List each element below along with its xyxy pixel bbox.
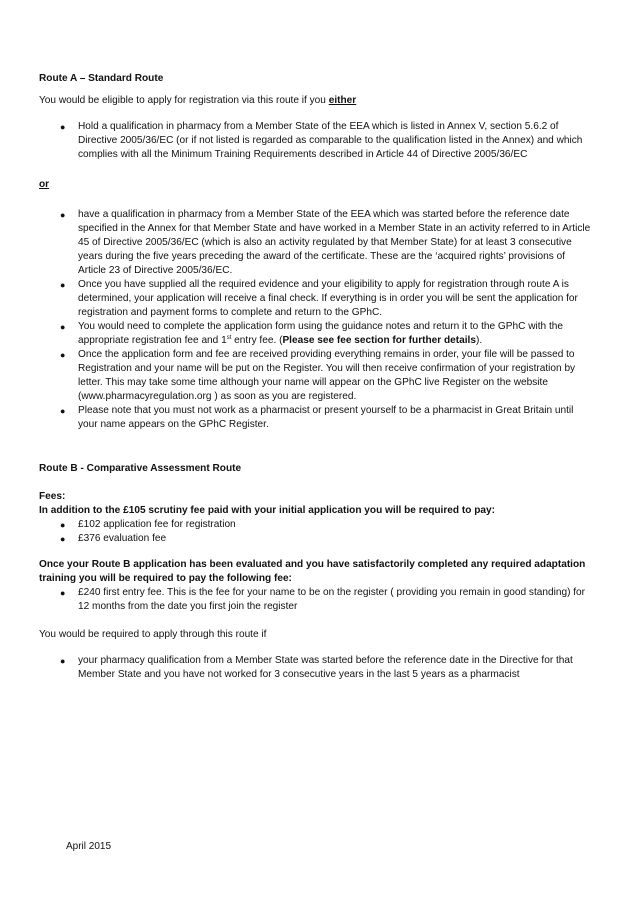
entry-fee-list bbox=[39, 586, 591, 614]
list-item bbox=[39, 348, 591, 404]
route-a-bullet-4 bbox=[78, 321, 563, 346]
route-a-intro bbox=[39, 94, 591, 108]
fees-list bbox=[39, 518, 591, 546]
document-body bbox=[39, 72, 591, 682]
fees-label: Fees: bbox=[39, 491, 66, 502]
ordinal-superscript: st bbox=[226, 335, 232, 341]
route-a-bullet-1: Hold a qualification in pharmacy from a Member State of the EEA which is listed in Annex V, section 5.6.2 of Directive 2005/36/EC (or if not listed is regarded as comparable to the qualification listed in the Annex) and which complies with all the Minimum Training Requirements described in Article 44 of Directive 2005/36/EC bbox=[78, 121, 583, 160]
route-a-intro-text: You would be eligible to apply for registration via this route if you bbox=[39, 95, 329, 106]
bullet-4-end: ). bbox=[475, 335, 483, 346]
list-item bbox=[39, 404, 591, 432]
bullet-icon: ● bbox=[60, 280, 66, 290]
list-item bbox=[39, 518, 591, 532]
route-b-heading: Route B - Comparative Assessment Route bbox=[39, 463, 242, 474]
route-a-intro-emphasis: either bbox=[328, 95, 357, 106]
fee-first-entry: £240 first entry fee. This is the fee for your name to be on the register ( providing you remain in good standing) for 12 months from the date you first join the register bbox=[78, 587, 586, 612]
list-item bbox=[39, 208, 591, 278]
bullet-icon: ● bbox=[60, 350, 66, 360]
list-item bbox=[39, 278, 591, 320]
bullet-icon: ● bbox=[60, 122, 66, 132]
list-item bbox=[39, 654, 591, 682]
bullet-icon: ● bbox=[60, 406, 66, 416]
route-a-bullet-2: have a qualification in pharmacy from a Member State of the EEA which was started before the reference date specified in the Annex for that Member State and have worked in a Member State in an activity referred to in Article 45 of Directive 2005/36/EC (which is also an activity regulated by that Member State) for at least 3 consecutive years during the five years preceding the award of the certificate. These are the ‘acquired rights’ provisions of Article 23 of Directive 2005/36/EC. bbox=[78, 209, 591, 276]
bullet-4-text: You would need to complete the application form using the guidance notes and return it to the GPhC with the appropriate registration fee and 1 bbox=[78, 321, 563, 346]
footer-date: April 2015 bbox=[66, 841, 112, 852]
fee-evaluation: £376 evaluation fee bbox=[78, 533, 167, 544]
bullet-icon: ● bbox=[60, 588, 66, 598]
bullet-icon: ● bbox=[60, 322, 66, 332]
bullet-icon: ● bbox=[60, 656, 66, 666]
list-item bbox=[39, 586, 591, 614]
route-a-list-1 bbox=[39, 120, 591, 162]
bullet-4-text-2: entry fee. ( bbox=[231, 335, 283, 346]
bullet-icon: ● bbox=[60, 534, 66, 544]
fee-application: £102 application fee for registration bbox=[78, 519, 236, 530]
route-a-bullet-5: Once the application form and fee are received providing everything remains in order, your file will be passed to Registration and your name will be put on the Register. You will then receive confirmation of your registration by letter. This may take some time although your name will appear on the GPhC live Register on the website (www.pharmacyregulation.org ) as soon as you are registered. bbox=[78, 349, 576, 402]
evaluated-note: Once your Route B application has been evaluated and you have satisfactorily completed any required adaptation training you will be required to pay the following fee: bbox=[39, 559, 586, 584]
route-b-condition-1: your pharmacy qualification from a Member State was started before the reference date in the Directive for that Member State and you have not worked for 3 consecutive years in the last 5 years as a pharmacist bbox=[78, 655, 573, 680]
list-item bbox=[39, 532, 591, 546]
bullet-icon: ● bbox=[60, 210, 66, 220]
route-a-bullet-3: Once you have supplied all the required evidence and your eligibility to apply for registration through route A is determined, your application will receive a final check. If everything is in order you will be sent the application for registration and payment forms to complete and return to the GPhC. bbox=[78, 279, 578, 318]
or-label: or bbox=[39, 179, 50, 190]
route-a-list-2 bbox=[39, 208, 591, 432]
list-item bbox=[39, 320, 591, 348]
route-b-apply-intro: You would be required to apply through this route if bbox=[39, 629, 267, 640]
bullet-icon: ● bbox=[60, 520, 66, 530]
list-item bbox=[39, 120, 591, 162]
fee-section-reference: Please see fee section for further details bbox=[282, 335, 476, 346]
fees-intro: In addition to the £105 scrutiny fee paid with your initial application you will be required to pay: bbox=[39, 505, 495, 516]
route-b-conditions bbox=[39, 654, 591, 682]
route-a-heading: Route A – Standard Route bbox=[39, 73, 164, 84]
route-a-bullet-6: Please note that you must not work as a pharmacist or present yourself to be a pharmacist in Great Britain until your name appears on the GPhC Register. bbox=[78, 405, 574, 430]
